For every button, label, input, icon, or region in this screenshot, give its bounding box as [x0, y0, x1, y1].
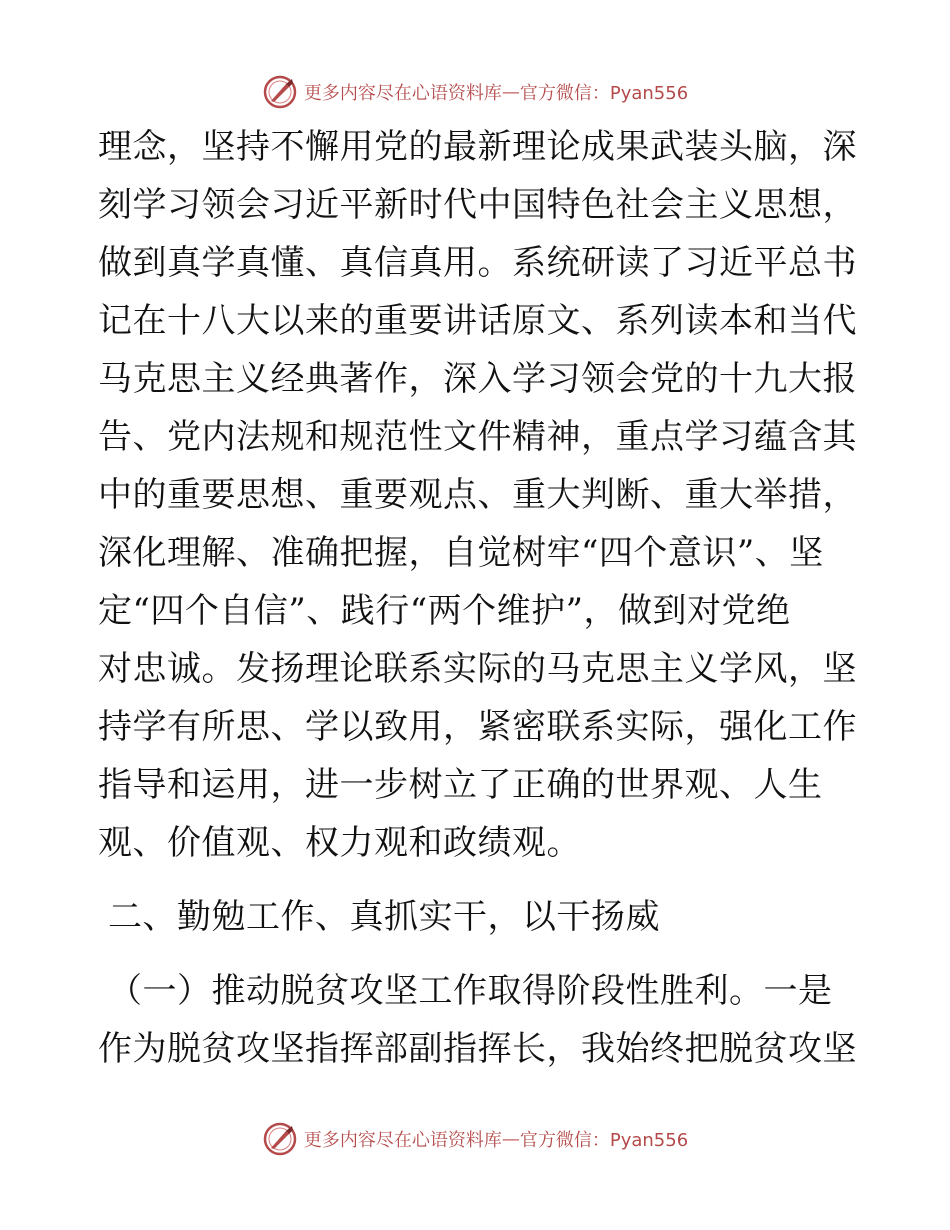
- document-body: [98, 118, 858, 1078]
- quill-pen-circle-icon: [262, 74, 298, 110]
- body-line: 记在十八大以来的重要讲话原文、系列读本和当代: [98, 301, 857, 341]
- body-line: 理念，坚持不懈用党的最新理论成果武装头脑，深: [98, 127, 857, 167]
- header-watermark: [0, 72, 950, 112]
- body-line: 对忠诚。发扬理论联系实际的马克思主义学风，坚: [98, 649, 857, 689]
- body-line: 中的重要思想、重要观点、重大判断、重大举措，: [98, 475, 857, 515]
- body-line: 做到真学真懂、真信真用。系统研读了习近平总书: [98, 243, 857, 283]
- body-line: 深化理解、准确把握，自觉树牢“四个意识”、坚: [98, 533, 824, 573]
- body-line: 定“四个自信”、践行“两个维护”，做到对党绝: [98, 591, 791, 631]
- quill-pen-circle-icon: [262, 1121, 298, 1157]
- body-line: 指导和运用，进一步树立了正确的世界观、人生: [98, 765, 823, 805]
- body-line: 观、价值观、权力观和政绩观。: [98, 823, 581, 863]
- body-line: 刻学习领会习近平新时代中国特色社会主义思想，: [98, 185, 857, 225]
- watermark-text: [304, 79, 688, 105]
- body-line: 马克思主义经典著作，深入学习领会党的十九大报: [98, 359, 857, 399]
- body-line: 告、党内法规和规范性文件精神，重点学习蕴含其: [98, 417, 857, 457]
- watermark-text: [304, 1126, 688, 1152]
- section-heading: 二、勤勉工作、真抓实干，以干扬威: [108, 897, 660, 937]
- watermark-dash: —: [501, 81, 520, 103]
- subsection-line: 作为脱贫攻坚指挥部副指挥长，我始终把脱贫攻坚: [98, 1029, 857, 1069]
- watermark-account: 官方微信：Pyan556: [519, 83, 689, 104]
- watermark-account: 官方微信：Pyan556: [519, 1130, 689, 1151]
- watermark-site-name: 更多内容尽在心语资料库: [303, 83, 502, 104]
- watermark-dash: —: [501, 1128, 520, 1150]
- body-line: 持学有所思、学以致用，紧密联系实际，强化工作: [98, 707, 857, 747]
- subsection-line: （一）推动脱贫攻坚工作取得阶段性胜利。一是: [108, 971, 833, 1011]
- footer-watermark: [0, 1119, 950, 1159]
- watermark-site-name: 更多内容尽在心语资料库: [303, 1130, 502, 1151]
